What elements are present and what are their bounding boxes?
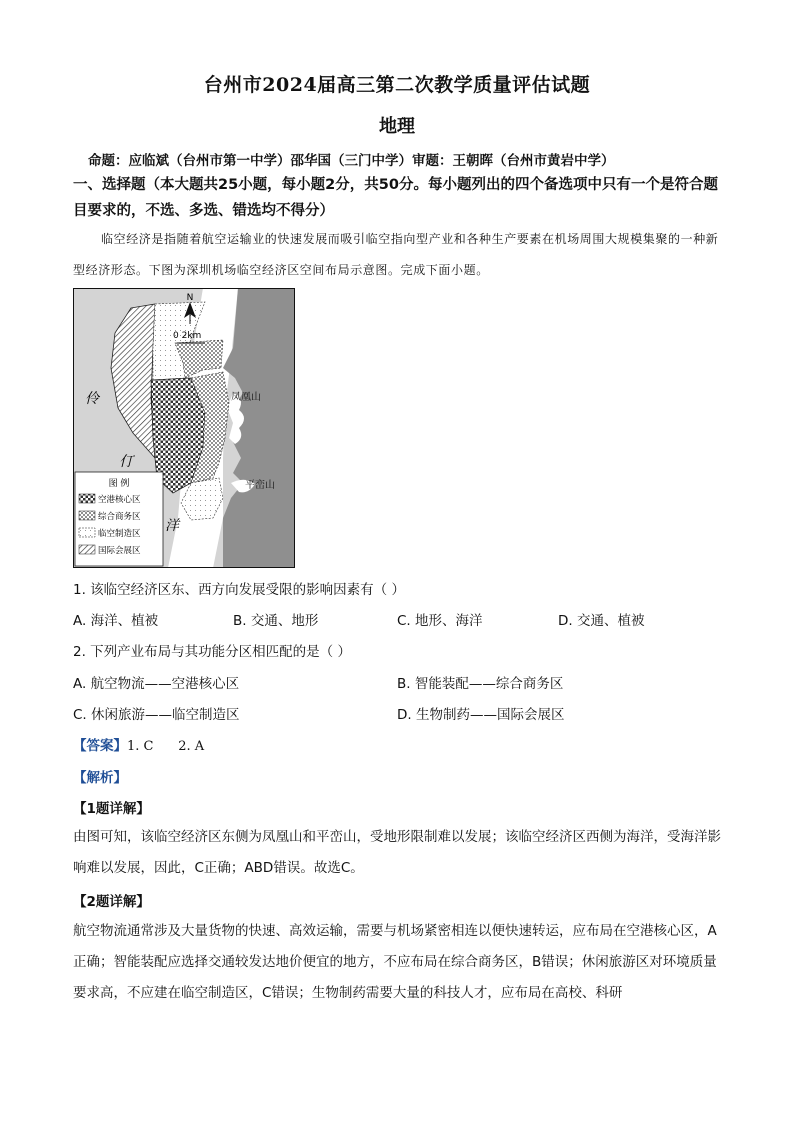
analysis-tag: 【解析】 (73, 770, 127, 786)
map-figure (73, 288, 295, 568)
mountain-label-fenghuang: 凤凰山 (231, 392, 261, 403)
q2-detail-tag: 【2题详解】 (73, 894, 150, 910)
question-2-stem: 2. 下列产业布局与其功能分区相匹配的是（ ） (73, 644, 351, 660)
legend-item-core: 空港核心区 (98, 495, 141, 505)
subject-heading: 地理 (379, 116, 415, 137)
question-1-option-d[interactable]: D. 交通、植被 (558, 613, 645, 629)
mountain-label-pingluan: 平峦山 (245, 480, 275, 491)
q1-detail-text: 由图可知，该临空经济区东侧为凤凰山和平峦山，受地形限制难以发展；该临空经济区西侧为海洋，受海洋影响难以发展，因此，C正确；ABD错误。故选C。 (73, 829, 721, 876)
north-label: N (186, 293, 194, 303)
legend-swatch-core (79, 494, 95, 503)
question-2-option-d[interactable]: D. 生物制药——国际会展区 (397, 707, 565, 723)
legend-item-manufacturing: 临空制造区 (98, 529, 141, 539)
q2-detail-text: 航空物流通常涉及大量货物的快速、高效运输，需要与机场紧密相连以便快速转运，应布局在空港核心区，A正确；智能装配应选择交通较发达地价便宜的地方，不应布局在综合商务区，B错误；休闲旅游区对环境质量要求高，不应建在临空制造区，C错误；生物制药需要大量的科技人才，应布局在高校、科研 (73, 923, 717, 1001)
question-1-stem: 1. 该临空经济区东、西方向发展受限的影响因素有（ ） (73, 582, 405, 598)
authors-line: 命题：应临斌（台州市第一中学）邵华国（三门中学）审题：王朝晖（台州市黄岩中学） (88, 153, 615, 169)
legend-swatch-manufacturing (79, 528, 95, 537)
q1-detail-tag: 【1题详解】 (73, 801, 150, 817)
section-heading: 一、选择题（本大题共25小题，每小题2分，共50分。每小题列出的四个备选项中只有一个是符合题目要求的，不选、多选、错选均不得分） (73, 177, 718, 219)
sea-label-3: 洋 (165, 518, 179, 534)
scale-label: 0 2km (173, 331, 202, 341)
sea-label-2: 仃 (119, 454, 133, 470)
question-1-option-a[interactable]: A. 海洋、植被 (73, 613, 159, 629)
map-svg (73, 288, 295, 568)
legend-item-business: 综合商务区 (98, 512, 141, 522)
legend-swatch-business (79, 511, 95, 520)
sea-label-1: 伶 (85, 391, 99, 407)
intro-paragraph: 临空经济是指随着航空运输业的快速发展而吸引临空指向型产业和各种生产要素在机场周围大规模集聚的一种新型经济形态。下图为深圳机场临空经济区空间布局示意图。完成下面小题。 (73, 232, 719, 277)
legend-title: 图 例 (108, 479, 130, 489)
page-title: 台州市2024届高三第二次教学质量评估试题 (203, 74, 591, 96)
question-2-option-c[interactable]: C. 休闲旅游——临空制造区 (73, 707, 240, 723)
legend-swatch-expo (79, 545, 95, 554)
question-2-option-b[interactable]: B. 智能装配——综合商务区 (397, 676, 564, 692)
question-2-option-a[interactable]: A. 航空物流——空港核心区 (73, 676, 240, 692)
question-1-option-b[interactable]: B. 交通、地形 (233, 613, 319, 629)
answer-tag: 【答案】 (73, 738, 127, 754)
legend-item-expo: 国际会展区 (98, 546, 141, 556)
answer-text: 1. C 2. A (127, 739, 205, 754)
question-1-option-c[interactable]: C. 地形、海洋 (397, 613, 483, 629)
answer-line (73, 734, 204, 754)
